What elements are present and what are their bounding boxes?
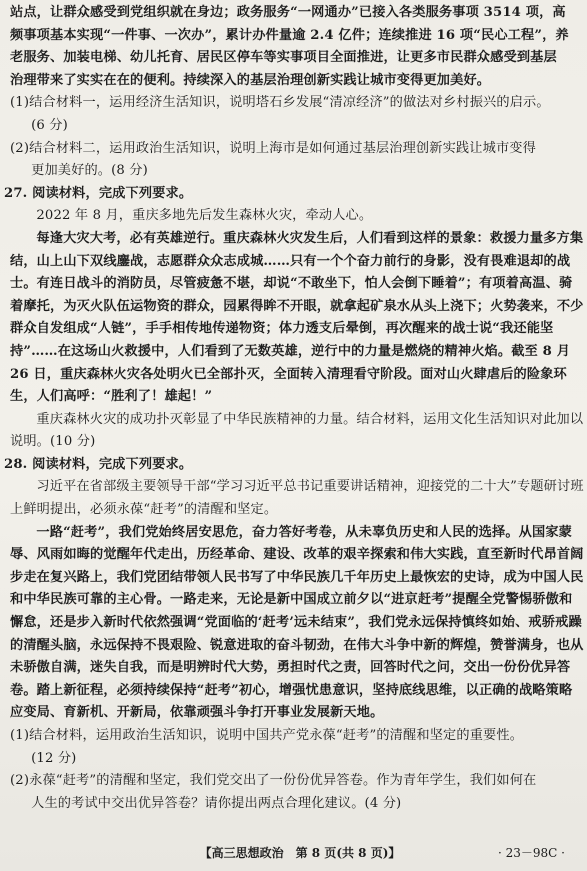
q26-sub2-cont: 更加美好的。(8 分) xyxy=(31,163,148,179)
q26-sub2-text: (2)结合材料二，运用政治生活知识，说明上海市是如何通过基层治理创新实践让城市变得 xyxy=(10,140,536,156)
q27-heading: 27. 阅读材料，完成下列要求。 xyxy=(4,185,193,201)
q26-sub1-score: (6 分) xyxy=(31,117,68,133)
q28-sub1 xyxy=(10,725,584,770)
q28-sub2-cont: 人生的考试中交出优异答卷？请你提出两点合理化建议。(4 分) xyxy=(31,795,402,811)
material-continuation xyxy=(10,2,584,92)
q26-sub1-text: (1)结合材料一，运用经济生活知识，说明塔石乡发展“清凉经济”的做法对乡村振兴的启示。 xyxy=(10,95,550,111)
q28-sub2-text: (2)永葆“赶考”的清醒和坚定，我们党交出了一份份优异答卷。作为青年学生，我们如何在 xyxy=(10,773,537,789)
q26-sub1 xyxy=(10,92,584,137)
q27-paragraph-2: 每逢大灾大考，必有英雄逆行。重庆森林火灾发生后，人们看到这样的景象：救援力量多方集结，山上山下双线鏖战，志愿群众众志成城……只有一个个奋力前行的身影，没有畏难退却的战士。有连日战斗的消防员，尽管疲惫不堪，却说“不敢坐下，怕人会倒下睡着”；有项着高温、骑着摩托，为灭火队伍运物资的群众，园累得眸不开眼，就拿起矿泉水从头上浇下；火势袭来，不少群众自发组成“人链”，手手相传地传递物资；体力透支后晕倒，再次醒来的战士说“我还能坚持”……在这场山火救援中，人们看到了无数英雄，逆行中的力量是燃烧的精神火焰。截至 8 月 26 日，重庆森林火灾各处明火已全部扑灭，全面转入清理看守阶段。面对山火肆虐后的险象环生，人们高呼：“胜利了！雄起！” xyxy=(10,230,584,405)
q28-sub1-score: (12 分) xyxy=(31,750,77,766)
q28-paragraph-2: 一路“赶考”，我们党始终居安思危，奋力答好考卷，从未辜负历史和人民的选择。从国家蒙辱、风雨如晦的觉醒年代走出，历经革命、建设、改革的艰辛探索和伟大实践，直至新时代昂首阔步走在复兴路上，我们党团结带领人民书写了中华民族几千年历史上最恢宏的史诗，成为中国人民和中华民族可靠的主心骨。一路走来，无论是新中国成立前夕以“进京赶考”提醒全党警惕骄傲和懈怠，还是步入新时代依然强调“党面临的‘赶考’远未结束”，我们党永远保持慎终如始、戒骄戒躁的清醒头脑，永远保持不畏艰险、锐意进取的奋斗韧劲，在伟大斗争中新的辉煌，赞誉满身，也从未骄傲自满，迷失自我，而是明辨时代大势，勇担时代之责，回答时代之问，交出一份份优异答卷。踏上新征程，必须持续保持“赶考”初心，增强忧患意识，坚持底线思维，以正确的战略策略应变局、育新机、开新局，依靠顽强斗争打开事业发展新天地。 xyxy=(10,524,584,721)
q28-sub1-text: (1)结合材料，运用政治生活知识，说明中国共产党永葆“赶考”的清醒和坚定的重要性。 xyxy=(10,728,524,743)
q28-paragraph-1: 习近平在省部级主要领导干部“学习习近平总书记重要讲话精神，迎接党的二十大”专题研讨班上鲜明提出，必须永葆“赶考”的清醒和坚定。 xyxy=(10,479,584,518)
q26-sub2 xyxy=(10,138,584,183)
footer-page-info: 【高三思想政治 第 8 页(共 8 页)】 xyxy=(199,846,401,860)
q27-prompt: 重庆森林火灾的成功扑灭彰显了中华民族精神的力量。结合材料，运用文化生活知识对此加以说明。(10 分) xyxy=(10,411,584,450)
q27-paragraph-1: 2022 年 8 月，重庆多地先后发生森林火灾，牵动人心。 xyxy=(36,208,373,224)
text-line: 治理带来了实实在在的便利。持续深入的基层治理创新实践让城市变得更加美好。 xyxy=(10,72,491,88)
text-line: 频事项基本实现“一件事、一次办”，累计办件量逾 2.4 亿件；连续推进 16 项“民心工程”，养 xyxy=(10,27,569,43)
text-line: 老服务、加装电梯、幼儿托育、居民区停车等实事项目全面推进，让更多市民群众感受到基层 xyxy=(10,50,557,66)
footer-code: · 23－98C · xyxy=(498,846,565,860)
q28-heading: 28. 阅读材料，完成下列要求。 xyxy=(4,456,193,472)
text-line: 站点，让群众感受到党组织就在身边；政务服务“一网通办”已接入各类服务事项 3514 项，高 xyxy=(10,5,566,20)
page-footer xyxy=(0,843,587,863)
page-content xyxy=(4,2,584,815)
q28-sub2 xyxy=(10,770,584,815)
